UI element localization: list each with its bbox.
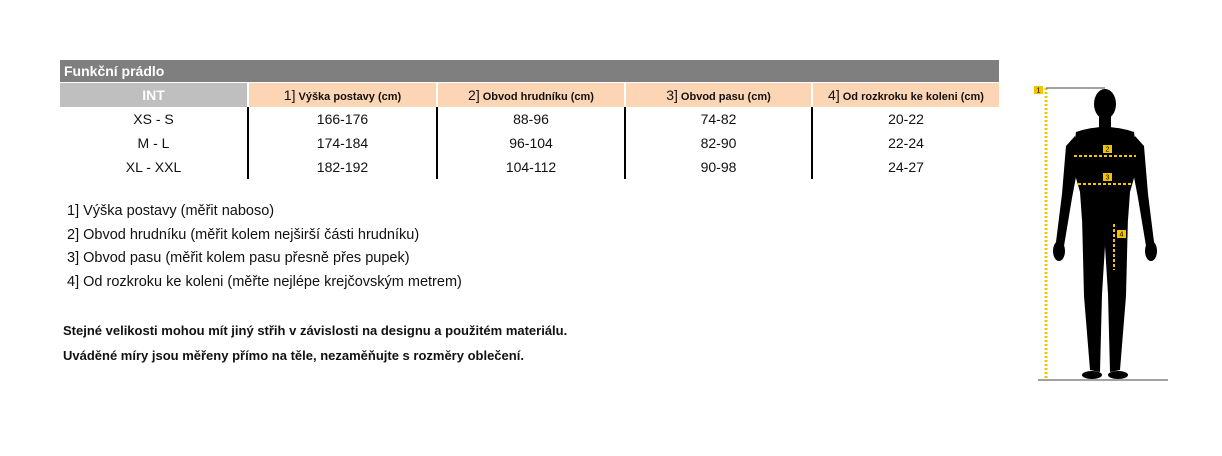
table-row <box>60 155 999 179</box>
inseam-cell: 20-22 <box>811 107 999 131</box>
inseam-cell: 24-27 <box>811 155 999 179</box>
size-cell: M - L <box>137 135 170 151</box>
header-label: Obvod hrudníku (cm) <box>482 91 594 103</box>
header-inseam <box>811 83 999 107</box>
header-label: Obvod pasu (cm) <box>680 91 771 103</box>
marker-1: 1 <box>1036 87 1041 95</box>
size-table-header <box>60 83 999 107</box>
marker-4: 4 <box>1119 231 1124 239</box>
table-row <box>60 131 999 155</box>
header-waist <box>624 83 811 107</box>
remarks <box>63 318 567 368</box>
header-label: Výška postavy (cm) <box>298 91 402 103</box>
chest-cell: 104-112 <box>436 155 624 179</box>
size-cell: XS - S <box>133 111 174 127</box>
note-waist: 3] Obvod pasu (měřit kolem pasu přesně přes pupek) <box>67 250 410 266</box>
chest-cell: 96-104 <box>436 131 624 155</box>
header-int: INT <box>60 83 247 107</box>
height-cell: 182-192 <box>247 155 436 179</box>
body-silhouette-icon <box>1030 84 1170 384</box>
remark-cut: Stejné velikosti mohou mít jiný střih v závislosti na designu a použitém materiálu. <box>63 323 568 338</box>
waist-cell: 82-90 <box>624 131 811 155</box>
table-title: Funkční prádlo <box>60 60 999 82</box>
marker-2: 2 <box>1105 146 1110 154</box>
note-height: 1] Výška postavy (měřit naboso) <box>67 203 275 219</box>
remark-measurement: Uváděné míry jsou měřeny přímo na těle, nezaměňujte s rozměry oblečení. <box>63 348 524 363</box>
inseam-cell: 22-24 <box>811 131 999 155</box>
header-number: 3] <box>666 87 678 103</box>
header-chest <box>436 83 624 107</box>
header-label: Od rozkroku ke koleni (cm) <box>842 91 984 103</box>
note-inseam: 4] Od rozkroku ke koleni (měřte nejlépe krejčovským metrem) <box>67 273 462 290</box>
size-cell: XL - XXL <box>125 159 182 175</box>
marker-3: 3 <box>1105 174 1110 182</box>
header-height <box>247 83 436 107</box>
chest-cell: 88-96 <box>436 107 624 131</box>
table-row <box>60 107 999 131</box>
waist-cell: 74-82 <box>624 107 811 131</box>
header-number: 4] <box>828 87 840 103</box>
header-number: 2] <box>468 87 480 103</box>
note-chest: 2] Obvod hrudníku (měřit kolem nejširší části hrudníku) <box>67 226 420 243</box>
height-cell: 166-176 <box>247 107 436 131</box>
waist-cell: 90-98 <box>624 155 811 179</box>
header-number: 1] <box>283 87 296 103</box>
height-cell: 174-184 <box>247 131 436 155</box>
measurement-notes <box>67 200 462 294</box>
body-measurement-figure <box>1030 84 1170 384</box>
